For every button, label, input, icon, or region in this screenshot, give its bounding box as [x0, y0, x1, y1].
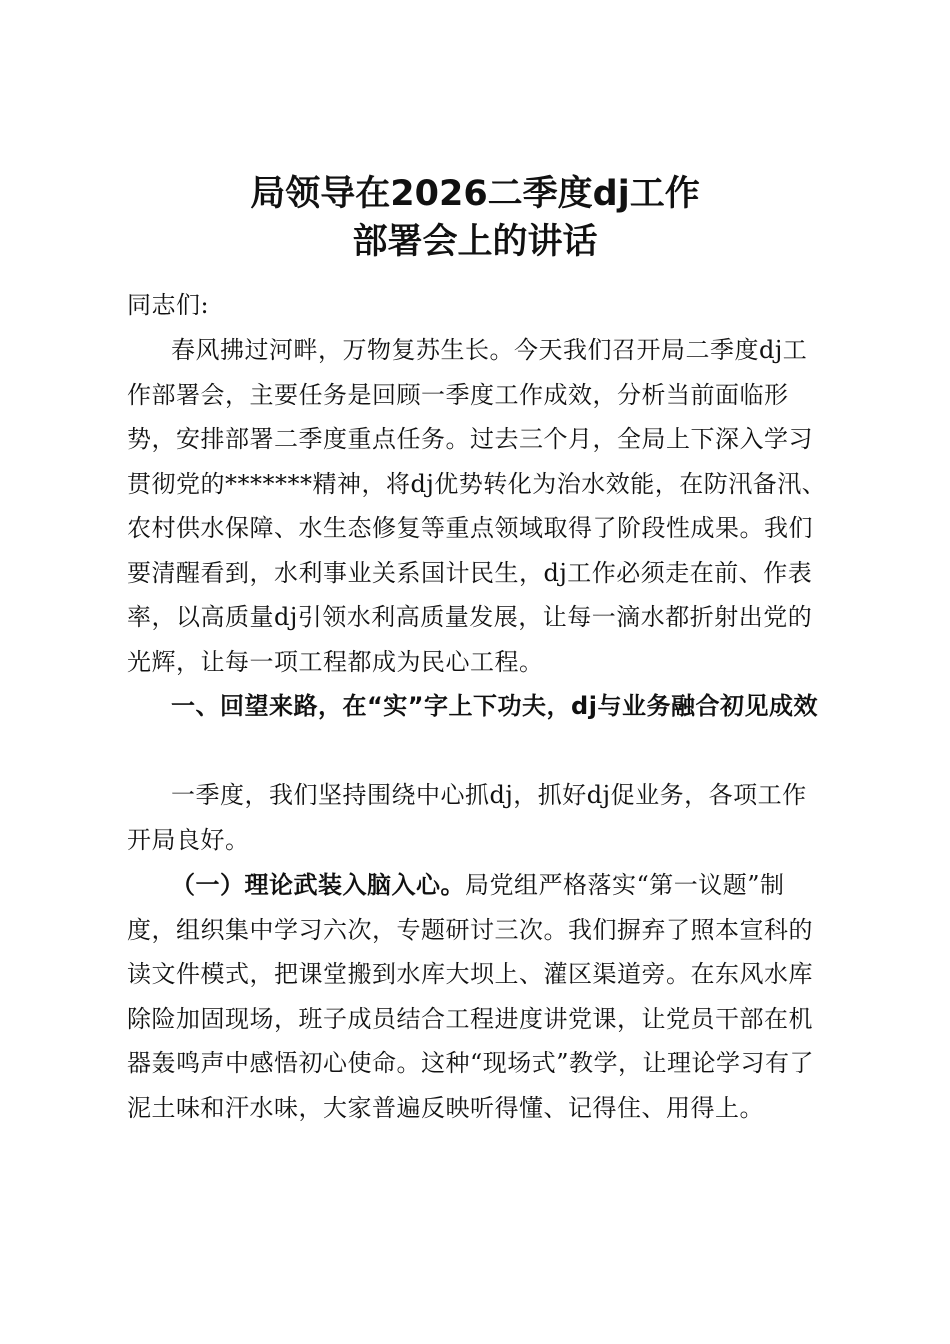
subsection-heading: （一）理论武装入脑入心。 — [171, 871, 465, 899]
section-heading-1: 一、回望来路，在“实”字上下功夫，dj与业务融合初见成效 — [171, 692, 818, 720]
paragraph-subsection-1 — [127, 863, 827, 1130]
document-title-line-2: 部署会上的讲话 — [352, 222, 598, 262]
document-title-line-1: 局领导在2026二季度dj工作 — [250, 174, 700, 214]
paragraph-section-1-intro: 一季度，我们坚持围绕中心抓dj，抓好dj促业务，各项工作开局良好。 — [127, 781, 807, 854]
paragraph-intro: 春风拂过河畔，万物复苏生长。今天我们召开局二季度dj工作部署会，主要任务是回顾一季度工作成效，分析当前面临形势，安排部署二季度重点任务。过去三个月，全局上下深入学习贯彻党的*******精神，将dj优势转化为治水效能，在防汛备汛、农村供水保障、水生态修复等重点领域取得了阶段性成果。我们要清醒看到，水利事业关系国计民生，dj工作必须走在前、作表率，以高质量dj引领水利高质量发展，让每一滴水都折射出党的光辉，让每一项工程都成为民心工程。 — [127, 336, 827, 676]
subsection-body: 局党组严格落实“第一议题”制度，组织集中学习六次，专题研讨三次。我们摒弃了照本宣科的读文件模式，把课堂搬到水库大坝上、灌区渠道旁。在东风水库除险加固现场，班子成员结合工程进度讲党课，让党员干部在机器轰鸣声中感悟初心使命。这种“现场式”教学，让理论学习有了泥土味和汗水味，大家普遍反映听得懂、记得住、用得上。 — [127, 871, 815, 1122]
greeting: 同志们: — [127, 291, 210, 319]
